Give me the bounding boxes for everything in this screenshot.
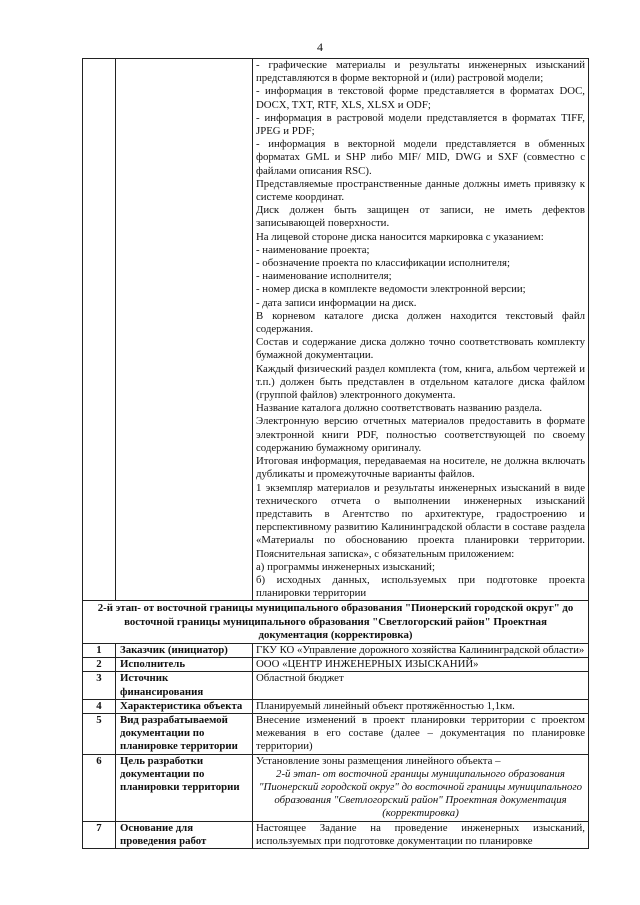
- continuation-row: [83, 59, 589, 601]
- specification-table: [82, 58, 589, 849]
- table-row: [83, 658, 589, 672]
- table-row: [83, 643, 589, 657]
- row-label: Цель разработки документации по планировки территории: [116, 754, 253, 821]
- row-label: Характеристика объекта: [116, 699, 253, 713]
- empty-num-cell: [83, 59, 116, 601]
- row-value: Внесение изменений в проект планировки территории с проектом межевания в его составе (далее – документация по планировке территории): [253, 713, 589, 754]
- continuation-line: На лицевой стороне диска наносится маркировка с указанием:: [256, 230, 544, 243]
- row-label: Вид разрабатываемой документации по планировке территории: [116, 713, 253, 754]
- row-label: Исполнитель: [116, 658, 253, 672]
- row-number: 6: [83, 754, 116, 821]
- table-row: [83, 713, 589, 754]
- section-heading-row: [83, 601, 589, 644]
- row-value: ГКУ КО «Управление дорожного хозяйства Калининградской области»: [253, 643, 589, 657]
- continuation-line: Состав и содержание диска должно точно соответствовать комплекту бумажной документации.: [256, 336, 585, 362]
- continuation-line: а) программы инженерных изысканий;: [256, 560, 435, 573]
- row-number: 3: [83, 672, 116, 699]
- table-row: [83, 672, 589, 699]
- row-value-italic: 2-й этап- от восточной границы муниципального образования "Пионерский городской округ" до восточной границы муниципального образования "Светлогорский район" Проектная документация (корректировка): [258, 767, 582, 820]
- continuation-line: - графические материалы и результаты инженерных изысканий представляются в форме векторной и (или) растровой модели;: [256, 59, 585, 85]
- row-number: 5: [83, 713, 116, 754]
- row-number: 1: [83, 643, 116, 657]
- continuation-line: Итоговая информация, передаваемая на носителе, не должна включать дубликаты и промежуточные варианты файлов.: [256, 455, 585, 481]
- continuation-line: Диск должен быть защищен от записи, не иметь дефектов записывающей поверхности.: [256, 204, 585, 230]
- page-number: 4: [317, 40, 323, 54]
- continuation-line: Название каталога должно соответствовать названию раздела.: [256, 402, 543, 415]
- continuation-line: Каждый физический раздел комплекта (том, книга, альбом чертежей и т.п.) должен быть представлен в отдельном каталоге диска файлом (группой файлов) электронного документа.: [256, 362, 585, 402]
- continuation-line: - информация в векторной модели представляется в обменных форматах GML и SHP либо MIF/ MID, DWG и SXF (совместно с файлами описания RSC).: [256, 138, 585, 177]
- table-row: [83, 821, 589, 848]
- continuation-line: Электронную версию отчетных материалов предоставить в формате электронной книги PDF, полностью соответствующей по своему содержанию бумажному оригиналу.: [256, 415, 585, 454]
- empty-label-cell: [116, 59, 253, 601]
- continuation-line: - дата записи информации на диск.: [256, 296, 417, 309]
- row-value-cell: [253, 754, 589, 821]
- row-number: 4: [83, 699, 116, 713]
- continuation-line: - наименование проекта;: [256, 243, 370, 256]
- row-label: Основание для проведения работ: [116, 821, 253, 848]
- continuation-line: В корневом каталоге диска должен находится текстовый файл содержания.: [256, 309, 585, 336]
- section-heading: 2-й этап- от восточной границы муниципального образования "Пионерский городской округ" до восточной границы муниципального образования "Светлогорский район" Проектная документация (корректировка): [83, 601, 589, 644]
- row-number: 2: [83, 658, 116, 672]
- continuation-line: - наименование исполнителя;: [256, 270, 392, 283]
- row-label: Источник финансирования: [116, 672, 253, 699]
- continuation-line: - информация в текстовой форме представляется в форматах DOC, DOCX, TXT, RTF, XLS, XLSX и ODF;: [256, 85, 585, 111]
- row-value: Настоящее Задание на проведение инженерных изысканий, используемых при подготовке документации по планировке: [253, 821, 589, 848]
- row-value: ООО «ЦЕНТР ИНЖЕНЕРНЫХ ИЗЫСКАНИЙ»: [253, 658, 589, 672]
- row-value: Областной бюджет: [253, 672, 589, 699]
- continuation-line: - номер диска в комплекте ведомости электронной версии;: [256, 283, 526, 296]
- table-row: [83, 699, 589, 713]
- continuation-line: б) исходных данных, используемых при подготовке проекта планировки территории: [256, 573, 585, 600]
- continuation-cell: [253, 59, 589, 601]
- continuation-line: Представляемые пространственные данные должны иметь привязку к системе координат.: [256, 177, 585, 204]
- row-number: 7: [83, 821, 116, 848]
- continuation-line: - информация в растровой модели представляется в форматах TIFF, JPEG и PDF;: [256, 111, 585, 138]
- continuation-line: - обозначение проекта по классификации исполнителя;: [256, 257, 510, 270]
- row-value: Установление зоны размещения линейного объекта –: [256, 754, 501, 767]
- row-label: Заказчик (инициатор): [116, 643, 253, 657]
- continuation-line: 1 экземпляр материалов и результаты инженерных изысканий в виде технического отчета о выполнении инженерных изысканий представить в Агентство по архитектуре, градостроению и перспективному развитию Калининградской области в составе раздела «Материалы по обоснованию проекта планировки территории. Пояснительная записка», с обязательным приложением:: [256, 481, 585, 560]
- table-row: [83, 754, 589, 821]
- row-value: Планируемый линейный объект протяжённостью 1,1км.: [253, 699, 589, 713]
